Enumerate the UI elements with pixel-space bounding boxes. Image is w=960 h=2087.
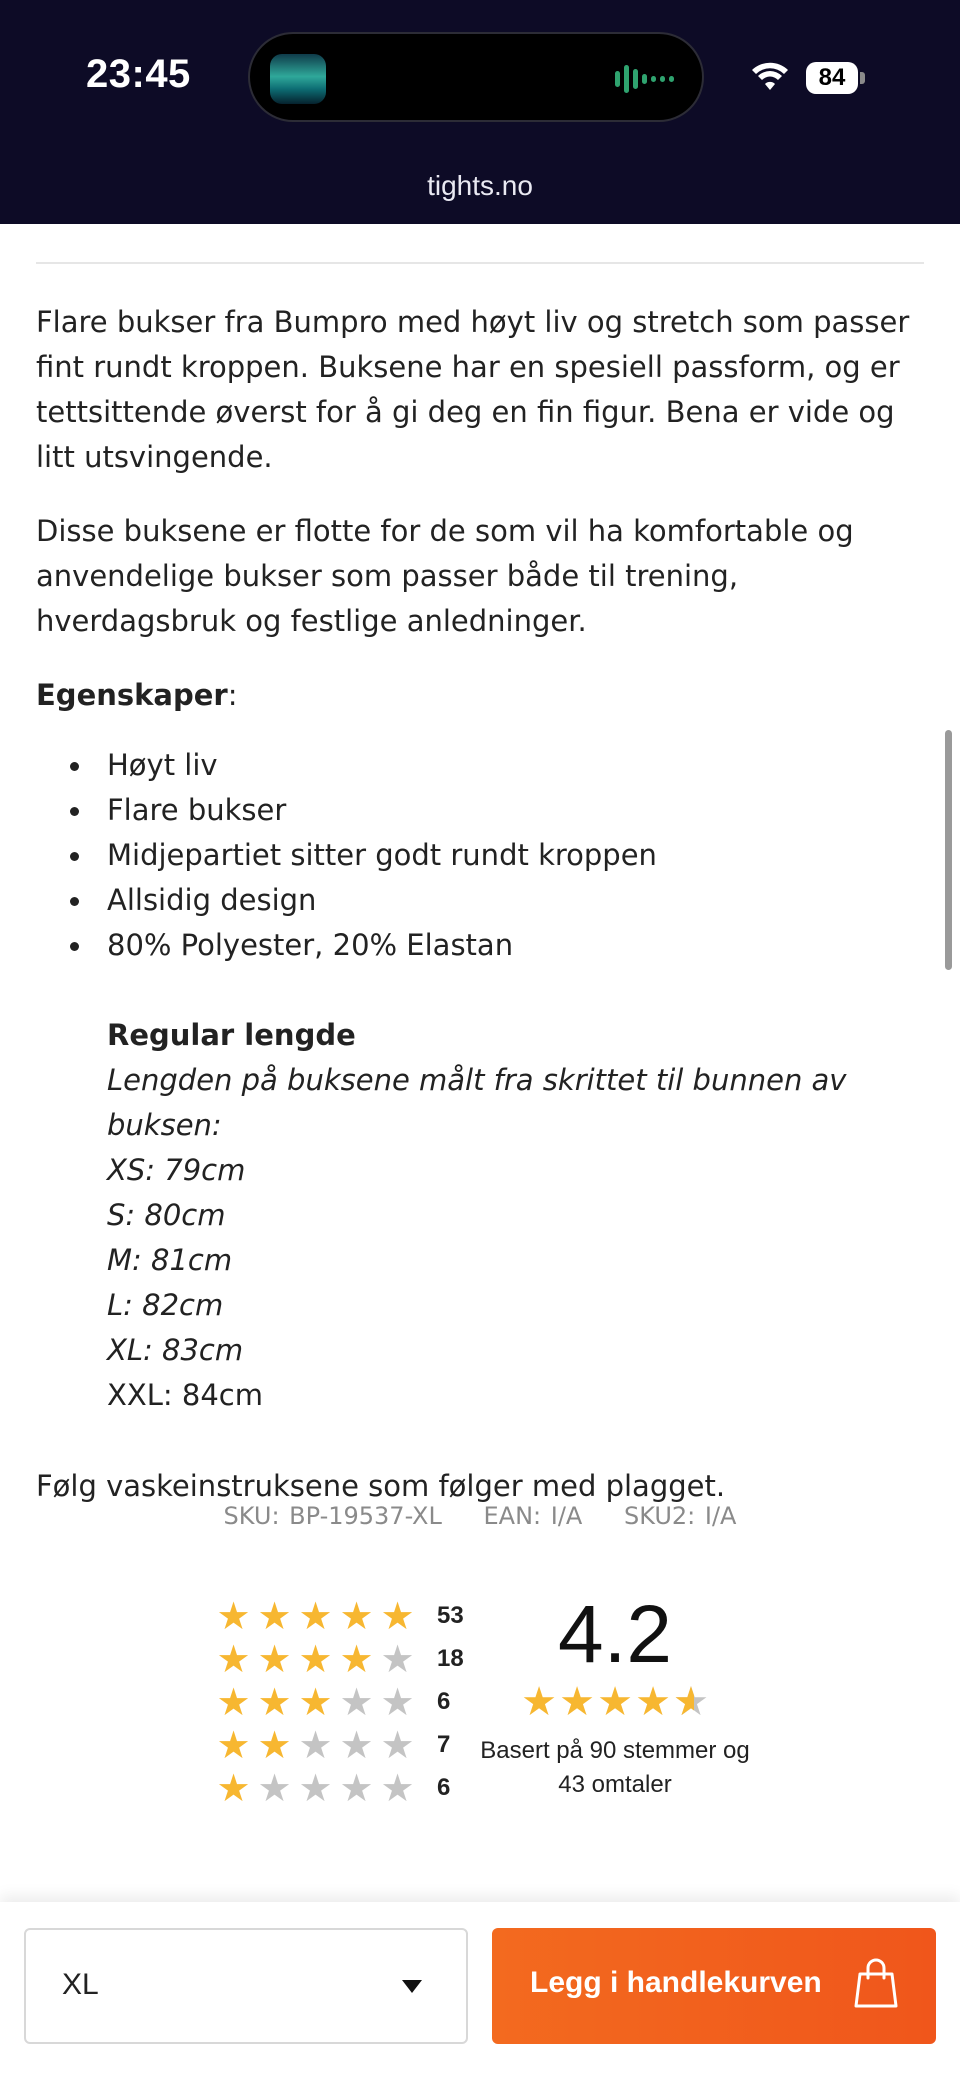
- list-item: Flare bukser: [36, 788, 924, 833]
- length-intro: Lengden på buksene målt fra skrittet til bunnen av buksen:: [107, 1063, 847, 1142]
- star-icon: ★: [339, 1593, 374, 1638]
- star-icon: ★: [298, 1679, 333, 1724]
- rating-row-stars: [214, 1722, 417, 1767]
- length-row: XL: 83cm: [107, 1333, 244, 1367]
- rating-row-stars: [214, 1679, 417, 1724]
- length-heading: Regular lengde: [107, 1018, 356, 1052]
- star-icon: ★: [339, 1679, 374, 1724]
- rating-row[interactable]: [214, 1766, 477, 1809]
- description-paragraph: Flare bukser fra Bumpro med høyt liv og stretch som passer fint rundt kroppen. Buksene har en spesiell passform, og er tettsittende øverst for å gi deg en fin figur. Bena er vide og litt utsvingende.: [36, 305, 910, 474]
- star-icon: ★: [339, 1636, 374, 1681]
- rating-row-count: 7: [437, 1730, 451, 1758]
- features-heading-text: Egenskaper: [36, 678, 228, 712]
- product-identifiers: [0, 1502, 960, 1530]
- description-paragraph: Disse buksene er flotte for de som vil ha komfortable og anvendelige bukser som passer både til trening, hverdagsbruk og festlige anledninger.: [36, 514, 854, 638]
- star-icon: ★: [597, 1679, 633, 1725]
- rating-row[interactable]: [214, 1723, 477, 1766]
- star-icon: ★: [635, 1679, 671, 1725]
- star-icon: ★: [216, 1679, 251, 1724]
- rating-summary-line: Basert på 90 stemmer og: [480, 1737, 750, 1764]
- list-item: Høyt liv: [36, 743, 924, 788]
- rating-row-stars: [214, 1765, 417, 1810]
- rating-row-count: 53: [437, 1601, 464, 1629]
- star-icon: ★: [298, 1722, 333, 1767]
- star-icon: ★: [521, 1679, 557, 1725]
- list-item: 80% Polyester, 20% Elastan: [36, 923, 924, 968]
- features-heading-colon: :: [227, 678, 238, 712]
- status-time: 23:45: [86, 52, 191, 96]
- url-bar[interactable]: tights.no: [427, 170, 533, 201]
- length-row: XXL: 84cm: [107, 1378, 263, 1412]
- star-icon: ★: [339, 1722, 374, 1767]
- rating-summary-line: 43 omtaler: [558, 1771, 672, 1798]
- rating-row-count: 6: [437, 1687, 451, 1715]
- star-icon: ★: [257, 1593, 292, 1638]
- chevron-down-icon: [402, 1980, 422, 1993]
- features-list: [36, 743, 924, 968]
- star-icon: ★: [216, 1593, 251, 1638]
- star-icon: ★: [380, 1679, 415, 1724]
- sticky-purchase-bar: [0, 1902, 960, 2087]
- rating-row[interactable]: [214, 1637, 477, 1680]
- star-icon: ★: [216, 1722, 251, 1767]
- length-row: S: 80cm: [107, 1198, 226, 1232]
- star-icon: ★ ★: [672, 1682, 710, 1722]
- star-icon: ★: [216, 1636, 251, 1681]
- star-icon: ★: [380, 1722, 415, 1767]
- star-icon: ★: [380, 1765, 415, 1810]
- star-icon: ★: [298, 1593, 333, 1638]
- average-stars: [520, 1679, 710, 1725]
- rating-row-stars: [214, 1636, 417, 1681]
- wifi-icon: [752, 62, 788, 92]
- star-icon: ★: [257, 1679, 292, 1724]
- dynamic-island[interactable]: [248, 32, 704, 122]
- rating-row-stars: [214, 1593, 417, 1638]
- size-select-value: XL: [62, 1968, 99, 2001]
- now-playing-artwork-icon[interactable]: [270, 54, 326, 104]
- average-rating: 4.2: [558, 1589, 672, 1680]
- star-icon: ★: [339, 1765, 374, 1810]
- add-to-cart-label: Legg i handlekurven: [530, 1966, 822, 1999]
- star-icon: ★: [298, 1765, 333, 1810]
- sku-label: SKU: BP-19537-XL: [223, 1502, 442, 1530]
- star-icon: ★: [559, 1679, 595, 1725]
- star-icon: ★: [257, 1636, 292, 1681]
- length-table: [36, 1013, 924, 1418]
- rating-row-count: 6: [437, 1773, 451, 1801]
- star-icon: ★: [257, 1722, 292, 1767]
- length-row: L: 82cm: [107, 1288, 224, 1322]
- sku2-label: SKU2: I/A: [623, 1502, 737, 1530]
- star-icon: ★: [257, 1765, 292, 1810]
- audio-waveform-icon: [615, 64, 674, 94]
- rating-summary: [470, 1734, 760, 1802]
- ean-label: EAN: I/A: [483, 1502, 583, 1530]
- length-row: XS: 79cm: [107, 1153, 246, 1187]
- size-select[interactable]: [24, 1928, 468, 2044]
- shopping-bag-icon: [854, 1958, 898, 2010]
- length-row: M: 81cm: [107, 1243, 233, 1277]
- list-item: Midjepartiet sitter godt rundt kroppen: [36, 833, 924, 878]
- product-description: [36, 300, 924, 1538]
- rating-distribution: [214, 1594, 477, 1809]
- add-to-cart-button[interactable]: [492, 1928, 936, 2044]
- page-scrollbar[interactable]: [945, 730, 952, 970]
- section-divider: [36, 262, 924, 264]
- features-heading: [36, 673, 924, 718]
- star-icon: ★: [380, 1593, 415, 1638]
- star-icon: ★: [216, 1765, 251, 1810]
- rating-row[interactable]: [214, 1680, 477, 1723]
- list-item: Allsidig design: [36, 878, 924, 923]
- star-icon: ★: [298, 1636, 333, 1681]
- browser-header: [0, 0, 960, 224]
- rating-row-count: 18: [437, 1644, 464, 1672]
- care-instructions: Følg vaskeinstruksene som følger med plagget.: [36, 1469, 726, 1503]
- battery-icon: 84: [806, 62, 858, 94]
- rating-row[interactable]: [214, 1594, 477, 1637]
- star-icon: ★: [380, 1636, 415, 1681]
- battery-tip: [860, 72, 865, 84]
